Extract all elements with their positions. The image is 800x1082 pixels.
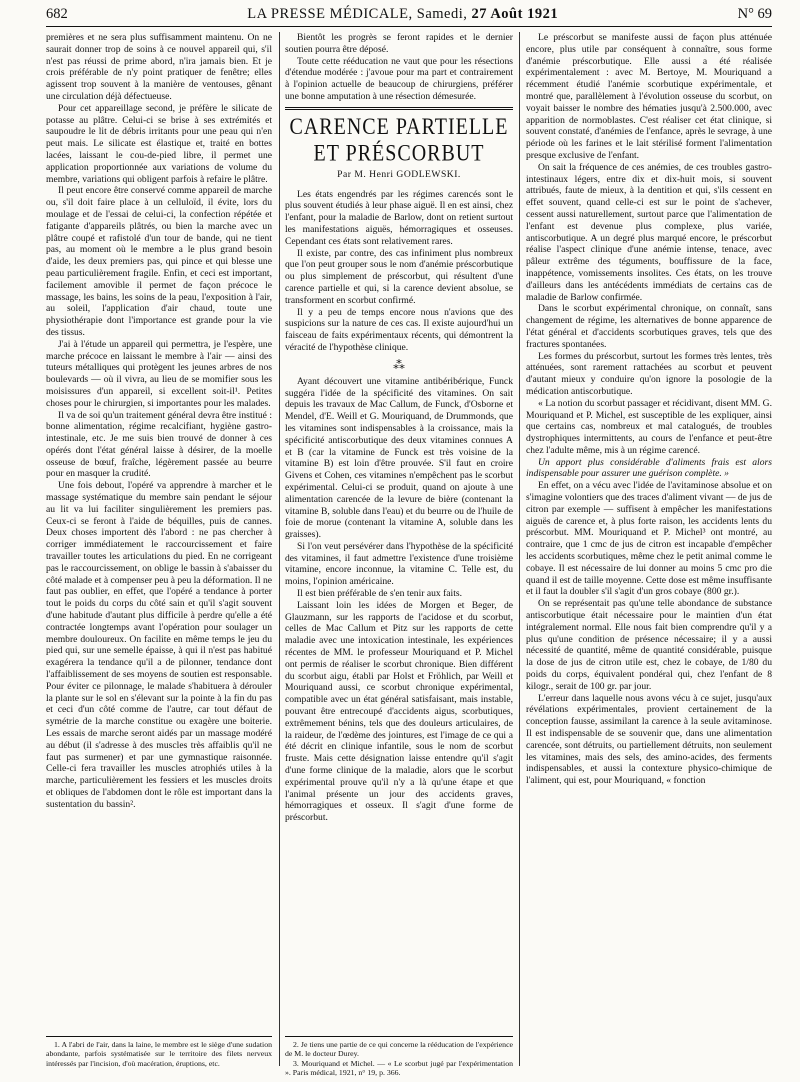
paragraph: Toute cette rééducation ne vaut que pour les résections d'étendue modérée : j'avoue pour ma part et contrairement à l'opinion actuelle de beaucoup de chirurgiens, préférer une bonne amputation à une résection démesurée. xyxy=(285,55,513,102)
page-number: 682 xyxy=(46,6,68,22)
asterism-separator: ⁂ xyxy=(393,357,405,372)
column-divider xyxy=(279,32,280,1066)
footnote: 1. A l'abri de l'air, dans la laine, le membre est le siège d'une sudation abondante, parfois systématisée sur le territoire des filets nerveux intéressés par l'incision, d'où macération, éruptions, etc. xyxy=(46,1040,272,1068)
header-rule xyxy=(46,26,772,27)
journal-name: LA PRESSE MÉDICALE, xyxy=(247,6,413,22)
paragraph: Un apport plus considérable d'aliments frais est alors indispensable pour assurer une guérison complète. » xyxy=(526,456,772,480)
paragraph: Il existe, par contre, des cas infiniment plus nombreux que l'on peut grouper sous le nom d'anémie préscorbutique ou plus simplement de préscorbut, qui résultent d'une carence partielle et qui, si la carence devient absolue, se transforment en scorbut confirmé. xyxy=(285,247,513,306)
issue-number: N° 69 xyxy=(737,6,772,22)
paragraph: « La notion du scorbut passager et récidivant, disent MM. G. Mouriquand et P. Michel, est susceptible de les expliquer, ainsi que certains cas, nombreux et mal catalogués, de troubles dystrophiques intermittents, au cours de l'enfance et peut-être chez l'adulte même, mis à un régime carencé. xyxy=(526,397,772,456)
page-header xyxy=(46,6,772,24)
article-byline: Par M. Henri GODLEWSKI. xyxy=(337,168,461,180)
paragraph: Il va de soi qu'un traitement général devra être institué : bonne alimentation, régime recalcifiant, hygiène gastro-intestinale, etc. Je me suis bien trouvé de donner à ces opérés dont l'état général laisse à désirer, de la moelle osseuse de bœuf, fraîche, légèrement passée au beurre pour en masquer la crudité. xyxy=(46,409,272,480)
running-title xyxy=(247,6,558,23)
paragraph: Si l'on veut persévérer dans l'hypothèse de la spécificité des vitamines, il faut admettre l'existence d'une troisième vitamine, encore inconnue, la vitamine C. Telle est, du moins, l'opinion américaine. xyxy=(285,540,513,588)
paragraph: Il y a peu de temps encore nous n'avions que des suspicions sur la nature de ces cas. Il existe aujourd'hui un faisceau de faits expérimentaux récents, qui démontrent la véracité de l'hypothèse clinique. xyxy=(285,306,513,353)
paragraph: Ayant découvert une vitamine antibéribérique, Funck suggéra l'idée de la spécificité des vitamines. On sait depuis les travaux de Mac Callum, de Funck, d'Osborne et Mendel, d'E. Weill et G. Mouriquand, de Drummonds, que les vitamines sont indispensables à la croissance, mais la spécificité antiscorbutique des deux vitamines connues A et B (car la vitamine de Funck est très voisine de la vitamine B) est loin d'être prouvée. S'il faut en croire Givens et Cohen, ces vitamines n'empêchent pas le scorbut expérimental. Celui-ci se produit, quand on ajoute à une alimentation carencée de la levure de bière (contenant la vitamine B, soluble dans l'eau) et du beurre ou de l'huile de foie de morue (contenant la vitamine A, soluble dans les graisses). xyxy=(285,375,513,541)
footnotes-middle xyxy=(285,1040,513,1078)
paragraph: Les formes du préscorbut, surtout les formes très lentes, très atténuées, sont rarement rattachées au scorbut et peuvent d'autant mieux y conduire qu'on ignore la posologie de la médication antiscorbutique. xyxy=(526,350,772,397)
paragraph: On sait la fréquence de ces anémies, de ces troubles gastro-intestinaux légers, entre dix et dix-huit mois, si souvent attribués, faute de mieux, à la dentition et qui, s'ils cessent en effet souvent, quand celle-ci est sur le point de s'achever, cessent aussi naturellement, surtout parce que l'alimentation de l'enfant est devenue plus complexe, plus variée, antiscorbutique. A un degré plus marqué encore, le préscorbut réalise l'aspect clinique d'une anémie intense, tenace, avec pâleur extrême des téguments, bouffissure de la face, inappétence, vomissements insolites. Ces états, on les trouve d'ailleurs dans les antécédents immédiats de certains cas de maladie de Barlow confirmée. xyxy=(526,161,772,303)
article-title xyxy=(285,114,513,167)
article-title-line: ET PRÉSCORBUT xyxy=(313,140,485,167)
paragraph: En effet, on a vécu avec l'idée de l'avitaminose absolue et on s'imagine volontiers que des traces d'aliment vivant — de jus de citron par exemple — suffisent à empêcher les manifestations aiguës de carence et, à plus forte raison, les accidents lents du préscorbut. MM. Mouriquand et P. Michel³ ont montré, au contraire, que 1 cmc de jus de citron est incapable d'empêcher les accidents scorbutiques, même chez le petit animal comme le cobaye. Il est nécessaire de lui donner au moins 5 cmc pro die quand il est de taille moyenne. Cette dose est même insuffisante et il faut la doubler s'il s'agit d'un gros cobaye (800 gr.). xyxy=(526,480,772,598)
paragraph: On se représentait pas qu'une telle abondance de substance antiscorbutique était nécessaire pour le maintien d'un état intégralement normal. Elle nous fait bien comprendre qu'il y a plus qu'une condition de présence nécessaire; il y a aussi nécessité de quantité, même de quantité considérable, puisque la dose de jus de citron utile est, chez le cobaye, de 1/80 du poids du corps, équivalent pondéral qui, chez l'enfant de 8 kilogr., serait de 100 gr. par jour. xyxy=(526,598,772,692)
paragraph: Il peut encore être conservé comme appareil de marche ou, s'il doit faire place à un celluloïd, il évite, lors du moulage et de l'essai de celui-ci, la confection répétée et fatigante d'appareils plâtrés, ou bien la marche avec un plâtre coupé et rafistolé d'un tour de bande, qui ne tient pas, au moment où le membre a le plus grand besoin d'aide, les deux premiers pas, qui pince et qui blesse une peau particulièrement fragile. Enfin, et ceci est important, facilement amovible il permet de façon précoce le massage, les bains, les soins de la peau, l'exposition à l'air, au soleil, l'application d'air chaud, toute une physiothérapie dont l'importance est grande pour la vie des tissus. xyxy=(46,185,272,338)
paragraph: Laissant loin les idées de Morgen et Beger, de Glauzmann, sur les rapports de l'acidose et du scorbut, celles de Mac Callum et Pitz sur les rapports de cette maladie avec une intoxication intestinale, les expériences récentes de MM. le professeur Mouriquand et P. Michel ont permis de réaliser le scorbut chronique. Bien différent du scorbut aigu, établi par Holst et Fröhlich, par Weill et Mouriquand aussi, ce scorbut chronique expérimental, compatible avec un état général satisfaisant, mais instable, pouvant être entrecoupé d'accidents aigus, scorbutiques, extrêmement bénins, tels que des douleurs articulaires, de la raideur, de l'œdème des jointures, est l'image de ce qui a été décrit en clinique infantile, sous le nom de scorbut fruste. Mais cette désignation laisse entendre qu'il s'agit d'une forme clinique de la maladie, alors que le scorbut expérimental prouve qu'il n'y a là qu'une étape et que l'animal présente un jour des accidents graves, hémorragiques et osseux. Il s'agit d'une forme de préscorbut. xyxy=(285,599,513,824)
article-title-line: CARENCE PARTIELLE xyxy=(289,114,509,140)
date-prefix: Samedi, xyxy=(416,6,468,22)
footnote: 2. Je tiens une partie de ce qui concerne la rééducation de l'expérience de M. le docteur Durey. xyxy=(285,1040,513,1059)
paragraph: Les états engendrés par les régimes carencés sont le plus souvent étudiés à leur phase aiguë. Il en est ainsi, chez l'enfant, pour la maladie de Barlow, dont on retient surtout les manifestations aiguës, hémorragiques et osseuses. Cependant ces états sont relativement rares. xyxy=(285,188,513,247)
paragraph: L'erreur dans laquelle nous avons vécu à ce sujet, jusqu'aux révélations expérimentales, provient certainement de la conception fausse, assimilant la carence à la seule avitaminose. Il est indispensable de se souvenir que, dans une alimentation carencée, sont détruits, ou partiellement détruits, non seulement les vitamines, mais des sels, des amino-acides, des ferments indispensables, et aussi la contexture physico-chimique de l'aliment, qui est, pour Mouriquand, « fonction xyxy=(526,692,772,787)
article-separator-rule xyxy=(285,107,513,110)
paragraph: Une fois debout, l'opéré va apprendre à marcher et le massage systématique du membre sain pendant le séjour au lit va lui faciliter singulièrement les premiers pas. Ceux-ci se feront à l'aide de béquilles, puis de cannes. Deux choses importent dès l'abord : ne pas chercher à corriger immédiatement le raccourcissement et faire travailler toutes les articulations du pied. En ne corrigeant pas le raccourcissement, on oblige le bassin à s'abaisser du côté malade et à compenser peu à peu la déformation. Il ne faut pas oublier, en effet, que l'opéré a tendance à porter tout le poids du corps du côté sain et qu'il s'agit souvent d'une habitude d'autant plus difficile à perdre qu'elle a été contractée longtemps avant l'opération pour soulager un membre douloureux. On facilite en même temps le jeu du pied qui, sur une semelle épaisse, à qui il n'est pas habitué exagérera la tendance qu'il a de pilonner, tendance dont l'affaiblissement de ses moyens de soutien est responsable. Pour éviter ce pilonnage, le malade s'habituera à dérouler la plante sur le sol en s'élevant sur la pointe à la fin du pas et ceci d'un côté comme de l'autre, car tout défaut de symétrie de la marche constitue ou exagère une boiterie. Les essais de marche seront aidés par un massage modéré au début (il s'adresse à des muscles très affaiblis qu'il ne faut pas surmener) et par une gymnastique raisonnée. Celle-ci fera travailler les muscles atrophiés utiles à la marche, particulièrement les fessiers et les muscles droits et obliques de l'abdomen dont le rôle est important dans la sustentation du bassin². xyxy=(46,480,272,810)
paragraph: J'ai à l'étude un appareil qui permettra, je l'espère, une marche précoce en laissant le membre à l'air — ainsi des tuteurs métalliques qui protègent les jeunes arbres de nos boulevards — où il vivra, au lieu de se momifier sous les moisissures d'un appareil, si excellent soit-il¹. Petites choses pour le chirurgien, si importantes pour les malades. xyxy=(46,338,272,409)
footnote-rule xyxy=(46,1036,272,1037)
paragraph: Le préscorbut se manifeste aussi de façon plus atténuée encore, plus utile par conséquent à connaître, sous forme d'anémie préscorbutique. Elle aussi a été réalisée expérimentalement : avec M. Bertoye, M. Mouriquand a récemment étudié l'anémie scorbutique expérimentale, et montré que, parallèlement à l'évolution osseuse du scorbut, on voyait baisser le nombre des hématies jusqu'à 2.500.000, avec apparition de normoblastes. C'est réaliser cet état clinique, si souvent constaté, d'anémies de l'enfance, après le sevrage, à une période où les farines et le lait stérilisé forment l'alimentation presque exclusive de l'enfant. xyxy=(526,32,772,161)
paragraph: Bientôt les progrès se feront rapides et le dernier soutien pourra être déposé. xyxy=(285,32,513,55)
column-right xyxy=(526,32,772,787)
column-left xyxy=(46,32,272,811)
column-middle xyxy=(285,32,513,824)
issue-date: 27 Août 1921 xyxy=(471,6,559,22)
paragraph: premières et ne sera plus suffisamment maintenu. On ne saurait donner trop de soins à ce nouvel appareil qui, s'il n'est pas réussi de prime abord, n'ira jamais bien. Et je crois préférable de n'y point pratiquer de fenêtre; elles agissent trop souvent à la manière de ventouses, gênant une circulation déjà défectueuse. xyxy=(46,32,272,102)
footnote-rule xyxy=(285,1036,513,1037)
footnote: 3. Mouriquand et Michel. — « Le scorbut jugé par l'expérimentation ». Paris médical, 1921, n° 19, p. 366. xyxy=(285,1058,513,1078)
paragraph: Dans le scorbut expérimental chronique, on connaît, sans changement de régime, les alternatives de bonne apparence de l'état général et d'accidents scorbutiques graves, tels que des fractures spontanées. xyxy=(526,303,772,350)
paragraph: Il est bien préférable de s'en tenir aux faits. xyxy=(297,588,463,600)
paragraph: Pour cet appareillage second, je préfère le silicate de potasse au plâtre. Celui-ci se brise à ses extrémités et saupoudre le lit de débris irritants pour une peau qui n'en peut mais. Le silicate est élastique et, traité en bottes lacées, laissant le cou-de-pied libre, il permet une application proportionnée aux variations de volume du membre, variations qui obligent parfois à refaire le plâtre. xyxy=(46,102,272,185)
column-divider xyxy=(519,32,520,1066)
footnotes-left xyxy=(46,1040,272,1068)
